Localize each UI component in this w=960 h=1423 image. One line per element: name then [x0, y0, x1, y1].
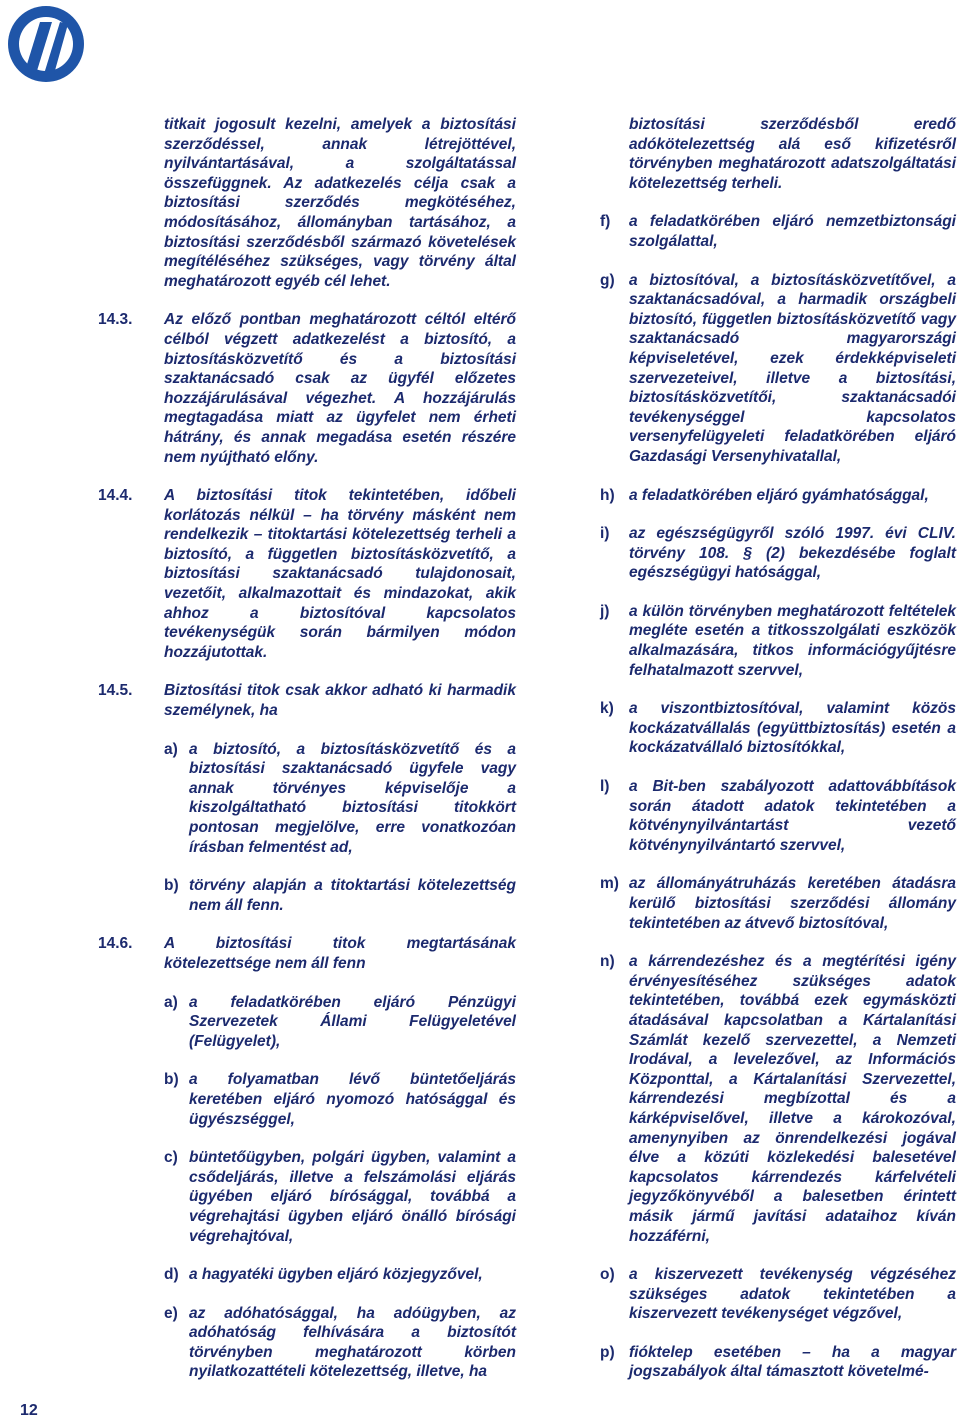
item-label: j): [600, 602, 610, 620]
page-number: 12: [20, 1402, 38, 1419]
item-label: a): [164, 993, 178, 1011]
item-text: az adóhatósággal, ha adóügyben, az adóhatóság felhívására a biztosítót törvényben meghatározott körben nyilatkozattételi kötelezettség, illetve, ha: [189, 1304, 516, 1381]
item-text: a feladatkörében eljáró gyámhatósággal,: [629, 486, 929, 504]
list-item: [600, 1265, 956, 1324]
right-column: [600, 115, 956, 1401]
list-item: [164, 993, 516, 1052]
list-item: [600, 952, 956, 1246]
item-text: fióktelep esetében – ha a magyar jogszabályok által támasztott követelmé-: [629, 1343, 956, 1381]
list-item: [600, 777, 956, 855]
section-14-5: [98, 681, 516, 720]
list-item: [600, 271, 956, 467]
section-number: 14.5.: [98, 682, 133, 700]
item-label: n): [600, 953, 615, 971]
item-text: a biztosító, a biztosításközvetítő és a biztosítási szaktanácsadó ügyfele vagy annak törvényes képviselője a kiszolgáltatható biztosítási titokkört pontosan megjelölve, erre vonatkozóan írásban felmentést ad,: [189, 740, 516, 856]
item-text: a kárrendezéshez és a megtérítési igény érvényesítéséhez szükséges adatok tekintetében, továbbá ezek egymásközti átadásával kapcsolatban a Kártalanítási Számlát kezelő szervezettel, a Nemzeti Irodával, a levelezővel, az Információs Központtal, a Kártalanítási Szervezettel, kárrendezési megbízottal és a kárképviselővel, illetve a károkozóval, amenynyiben az önrendelkezési jogával élve a közúti közlekedési balesetével kapcsolatos kárrendezés kárfelvételi jegyzőkönyvéből a balesetben érintett másik jármű javítási adataihoz kíván hozzáférni,: [629, 953, 956, 1245]
section-number: 14.3.: [98, 311, 133, 329]
section-text: Az előző pontban meghatározott céltól eltérő célból végzett adatkezelést a biztosító, a biztosításközvetítő és a biztosítási szaktanácsadó csak az ügyfél előzetes hozzájárulásával végezhet. A hozzájárulás megtagadása miatt az ügyfelet nem érheti hátrány, és annak megadása esetén részére nem nyújtható előny.: [164, 311, 516, 466]
item-label: h): [600, 486, 615, 504]
list-item: [600, 486, 956, 506]
list-item: [600, 602, 956, 680]
item-text: a feladatkörében eljáró Pénzügyi Szervezetek Állami Felügyeletével (Felügyelet),: [189, 993, 516, 1050]
item-label: f): [600, 213, 611, 231]
company-logo-icon: [6, 4, 86, 84]
list-item: [164, 876, 516, 915]
section-14-6: [98, 934, 516, 973]
section-text: A biztosítási titok megtartásának kötelezettsége nem áll fenn: [164, 935, 516, 972]
item-text: a biztosítóval, a biztosításközvetítővel, a szaktanácsadóval, a harmadik országbeli biztosító, független biztosításközvetítő vagy szaktanácsadó magyarországi képviseletével, ezek érdekképviseleti szervezeteivel, illetve a biztosítási, biztosításközvetítői, szaktanácsadói tevékenységgel kapcsolatos versenyfelügyeleti feladatkörében eljáró Gazdasági Versenyhivatallal,: [629, 271, 956, 465]
list-item: [600, 699, 956, 758]
item-text: a kiszervezett tevékenység végzéséhez szükséges adatok tekintetében a kiszervezett tevékenységet végzővel,: [629, 1266, 956, 1323]
item-label: p): [600, 1343, 615, 1361]
section-number: 14.6.: [98, 935, 133, 953]
item-label: a): [164, 740, 178, 758]
item-label: k): [600, 700, 614, 718]
item-label: b): [164, 877, 179, 895]
section-text: A biztosítási titok tekintetében, időbeli korlátozás nélkül – ha törvény másként nem rendelkezik – titoktartási kötelezettség terheli a biztosító, a független biztosításközvetítő, a biztosítási szaktanácsadó tulajdonosait, vezetőit, alkalmazottait és mindazokat, akik ahhoz a biztosítóval kapcsolatos tevékenységük során bármilyen módon hozzájutottak.: [164, 487, 516, 661]
item-text: az egészségügyről szóló 1997. évi CLIV. törvény 108. § (2) bekezdésébe foglalt egészségügyi hatósággal,: [629, 525, 956, 582]
item-text: a külön törvényben meghatározott feltételek megléte esetén a titkosszolgálati eszközök alkalmazására, titkos információgyűjtésre felhatalmazott szervvel,: [629, 602, 956, 679]
list-item: [164, 740, 516, 858]
list-item: [600, 524, 956, 583]
intro-paragraph: biztosítási szerződésből eredő adókötelezettség alá eső kifizetésről törvényben meghatározott adatszolgáltatási kötelezettség terheli.: [629, 116, 956, 192]
list-item: [600, 874, 956, 933]
item-text: a viszontbiztosítóval, valamint közös kockázatvállalás (együttbiztosítás) esetén a kockázatvállaló biztosítókkal,: [629, 700, 956, 757]
item-text: törvény alapján a titoktartási kötelezettség nem áll fenn.: [189, 877, 516, 914]
section-14-3: [98, 310, 516, 467]
item-text: büntetőügyben, polgári ügyben, valamint a csődeljárás, illetve a felszámolási eljárás ügyében eljáró bírósággal, továbbá a végrehajtási ügyben eljáró önálló bírósági végrehajtóval,: [189, 1149, 516, 1245]
section-14-4: [98, 486, 516, 662]
item-label: m): [600, 875, 619, 893]
list-item: [164, 1148, 516, 1246]
item-text: a Bit-ben szabályozott adattovábbítások során átadott adatok tekintetében a kötvénynyilvántartást vezető kötvénynyilvántartó szervvel,: [629, 778, 956, 854]
left-column: [98, 115, 516, 1401]
item-label: e): [164, 1304, 178, 1322]
item-label: c): [164, 1149, 178, 1167]
section-number: 14.4.: [98, 487, 133, 505]
item-label: d): [164, 1266, 179, 1284]
item-label: o): [600, 1266, 615, 1284]
list-item: [164, 1304, 516, 1382]
item-text: a feladatkörében eljáró nemzetbiztonsági szolgálattal,: [629, 213, 956, 250]
list-item: [600, 1343, 956, 1382]
item-text: a folyamatban lévő büntetőeljárás keretében eljáró nyomozó hatósággal és ügyészséggel,: [189, 1071, 516, 1128]
intro-paragraph: titkait jogosult kezelni, amelyek a biztosítási szerződéssel, annak létrejöttével, nyilvántartásával, a szolgáltatással összefüggnek. Az adatkezelés célja csak a biztosítási szerződés megkötéséhez, módosításához, állományban tartásához, a biztosítási szerződésből származó követelések megítéléséhez szükséges, vagy törvény által meghatározott egyéb cél lehet.: [164, 116, 516, 290]
item-label: g): [600, 271, 615, 289]
section-text: Biztosítási titok csak akkor adható ki harmadik személynek, ha: [164, 682, 516, 720]
list-item: [164, 1070, 516, 1129]
item-text: az állományátruházás keretében átadásra kerülő biztosítási szerződési állomány tekintetében az átvevő biztosítóval,: [629, 875, 956, 932]
item-label: b): [164, 1071, 179, 1089]
item-text: a hagyatéki ügyben eljáró közjegyzővel,: [189, 1266, 483, 1284]
list-item: [600, 212, 956, 251]
item-label: i): [600, 525, 610, 543]
item-label: l): [600, 778, 610, 796]
list-item: [164, 1265, 516, 1285]
